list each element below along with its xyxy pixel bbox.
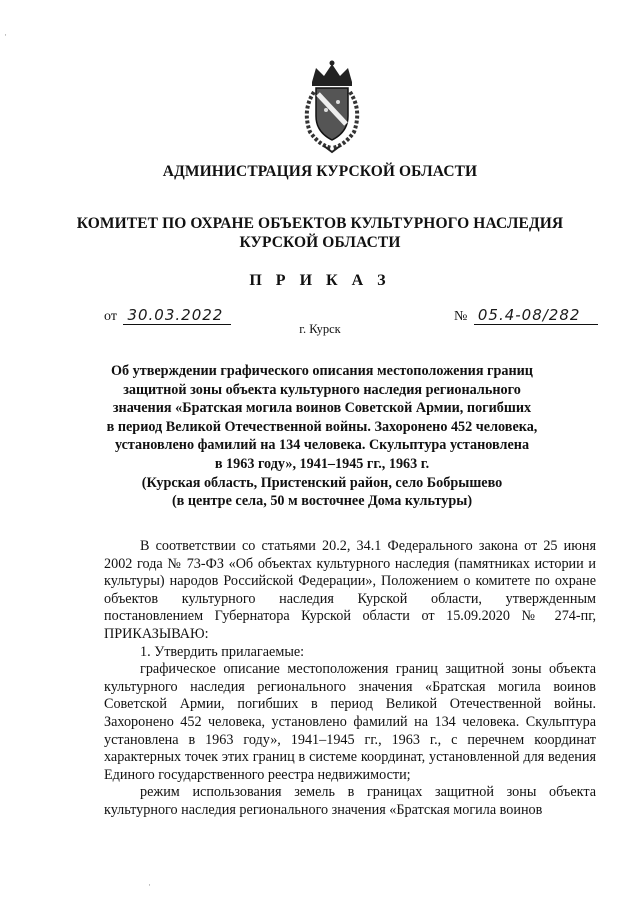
document-type: П Р И К А З bbox=[249, 272, 391, 289]
subject-line: значения «Братская могила воинов Советской Армии, погибших bbox=[112, 400, 532, 417]
city: г. Курск bbox=[299, 322, 341, 336]
order-body bbox=[104, 538, 596, 820]
subject-line: в 1963 году», 1941–1945 гг., 1963 г. bbox=[214, 455, 430, 472]
subject-line: (Курская область, Пристенский район, село Бобрышево bbox=[141, 474, 503, 491]
date-value: 30.03.2022 bbox=[123, 306, 231, 325]
list-item: 1. Утвердить прилагаемые: bbox=[140, 643, 305, 660]
body-paragraph: графическое описание местоположения границ защитной зоны объекта культурного наследия регионального значения «Братская могила воинов Советской Армии, погибших в период Великой Отечественной войны. Захоронено 452 человека, установлено фамилий на 134 человека. Скульптура установлена в 1963 году», 1941–1945 гг., 1963 г., с перечнем координат характерных точек этих границ в системе координат, установленной для ведения Единого государственного реестра недвижимости; bbox=[104, 661, 596, 783]
subject-line: установлено фамилий на 134 человека. Скульптура установлена bbox=[114, 437, 530, 454]
administration-title: АДМИНИСТРАЦИЯ КУРСКОЙ ОБЛАСТИ bbox=[162, 163, 478, 180]
scan-mark: · bbox=[148, 880, 151, 890]
committee-title-line2: КУРСКОЙ ОБЛАСТИ bbox=[239, 234, 401, 251]
subject-line: защитной зоны объекта культурного наследия регионального bbox=[123, 381, 521, 398]
subject-line: в период Великой Отечественной войны. Захоронено 452 человека, bbox=[106, 418, 538, 435]
scan-mark: · bbox=[4, 30, 7, 40]
subject-line: Об утверждении графического описания местоположения границ bbox=[110, 363, 533, 379]
subject-line: (в центре села, 50 м восточнее Дома культуры) bbox=[171, 493, 473, 510]
order-subject bbox=[104, 362, 540, 511]
committee-title bbox=[0, 214, 640, 252]
preamble-paragraph: В соответствии со статьями 20.2, 34.1 Федерального закона от 25 июня 2002 года № 73-ФЗ «Об объектах культурного наследия (памятниках истории и культуры) народов Российской Федерации», Положением о комитете по охране объектов культурного наследия Курской области, утвержденным постановлением Губернатора Курской области от 15.09.2020 № 274-пг, ПРИКАЗЫВАЮ: bbox=[104, 538, 596, 642]
kursk-coat-of-arms-icon bbox=[294, 58, 370, 154]
committee-title-line1: КОМИТЕТ ПО ОХРАНЕ ОБЪЕКТОВ КУЛЬТУРНОГО НАСЛЕДИЯ bbox=[76, 215, 564, 232]
number-prefix: № bbox=[454, 309, 468, 324]
date-prefix: от bbox=[104, 309, 117, 324]
body-paragraph: режим использования земель в границах защитной зоны объекта культурного наследия регионального значения «Братская могила воинов bbox=[104, 784, 596, 818]
number-value: 05.4-08/282 bbox=[474, 306, 598, 325]
